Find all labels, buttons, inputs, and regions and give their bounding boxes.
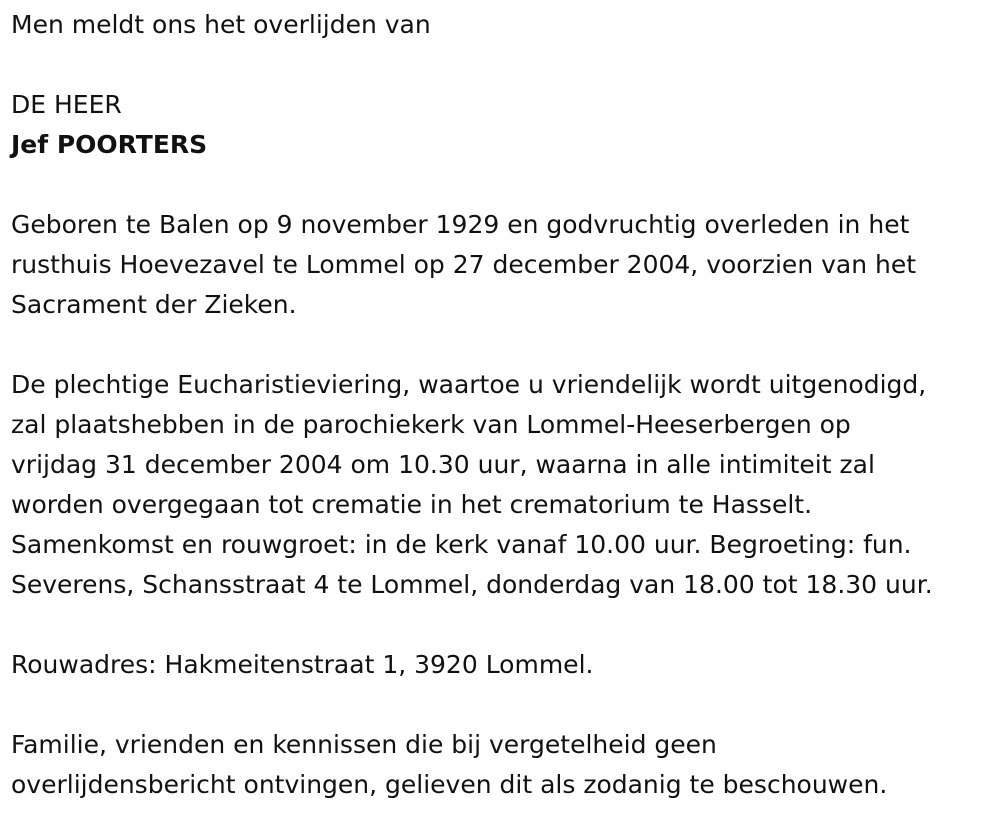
deceased-name: Jef POORTERS <box>11 130 208 159</box>
text-line: worden overgegaan tot crematie in het crematorium te Hasselt. <box>11 490 813 519</box>
intro-line: Men meldt ons het overlijden van <box>11 10 431 39</box>
closing-paragraph <box>11 725 993 805</box>
spacer <box>11 325 993 365</box>
ceremony-paragraph <box>11 365 993 605</box>
text-line: De plechtige Eucharistieviering, waartoe u vriendelijk wordt uitgenodigd, <box>11 370 927 399</box>
text-line: Samenkomst en rouwgroet: in de kerk vanaf 10.00 uur. Begroeting: fun. <box>11 530 912 559</box>
birth-death-paragraph <box>11 205 993 325</box>
spacer <box>11 45 993 85</box>
honorific: DE HEER <box>11 90 122 119</box>
text-line: Sacrament der Zieken. <box>11 290 297 319</box>
death-notice <box>11 5 993 805</box>
spacer <box>11 605 993 645</box>
text-line: Geboren te Balen op 9 november 1929 en godvruchtig overleden in het <box>11 210 910 239</box>
text-line: overlijdensbericht ontvingen, gelieven dit als zodanig te beschouwen. <box>11 770 888 799</box>
mourning-address: Rouwadres: Hakmeitenstraat 1, 3920 Lommel. <box>11 650 594 679</box>
text-line: vrijdag 31 december 2004 om 10.30 uur, waarna in alle intimiteit zal <box>11 450 875 479</box>
text-line: zal plaatshebben in de parochiekerk van Lommel-Heeserbergen op <box>11 410 851 439</box>
text-line: Severens, Schansstraat 4 te Lommel, donderdag van 18.00 tot 18.30 uur. <box>11 570 933 599</box>
text-line: rusthuis Hoevezavel te Lommel op 27 december 2004, voorzien van het <box>11 250 917 279</box>
text-line: Familie, vrienden en kennissen die bij vergetelheid geen <box>11 730 717 759</box>
spacer <box>11 165 993 205</box>
spacer <box>11 685 993 725</box>
